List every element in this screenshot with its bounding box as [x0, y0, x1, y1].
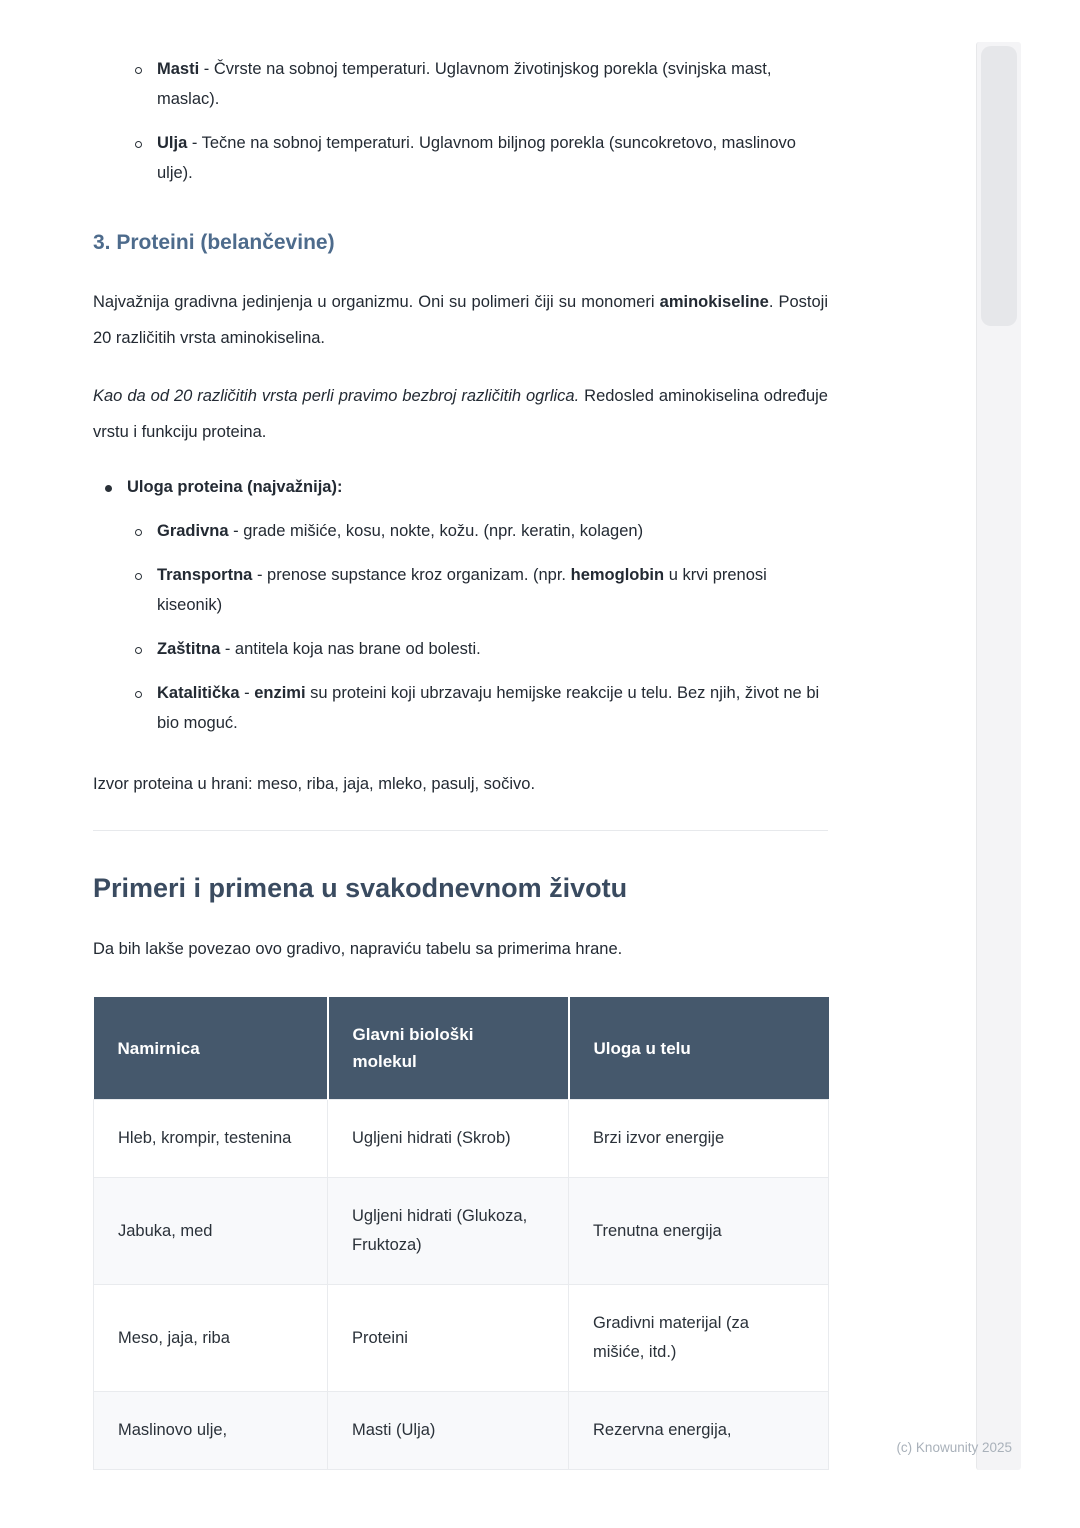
open-circle-bullet-icon — [135, 54, 157, 84]
list-item-zastitna — [93, 634, 828, 664]
text-segment: Kao da od 20 različitih vrsta perli pravimo bezbroj različitih ogrlica. — [93, 387, 580, 405]
list-item-transportna — [93, 560, 828, 620]
list-item-text — [157, 560, 828, 620]
paragraph-perle-analogija — [93, 378, 828, 450]
table-cell: Gradivni materijal (za mišiće, itd.) — [569, 1285, 829, 1392]
table-row — [94, 1392, 829, 1470]
column-header-molekul — [328, 997, 569, 1100]
column-header-label: Namirnica — [117, 1038, 200, 1058]
paragraph-aminokiseline — [93, 284, 828, 356]
text-segment: u krvi prenosi kiseonik) — [157, 566, 767, 614]
table-cell: Rezervna energija, — [569, 1392, 829, 1470]
table-cell: Brzi izvor energije — [569, 1100, 829, 1178]
text-segment: . Postoji 20 različitih vrsta aminokiselina. — [93, 293, 828, 347]
list-item-uloga-proteina — [93, 472, 828, 502]
text-segment: su proteini koji ubrzavaju hemijske reakcije u telu. Bez njih, život ne bi bio moguć. — [157, 684, 820, 732]
fats-oils-list — [93, 54, 828, 188]
list-item-kataliticka — [93, 678, 828, 738]
table-header-row — [94, 997, 829, 1100]
text-segment: Katalitička — [157, 684, 240, 702]
open-circle-bullet-icon — [135, 516, 157, 546]
text-segment: Uloga proteina (najvažnija): — [127, 478, 343, 496]
filled-bullet-icon — [105, 472, 127, 502]
column-header-label: Uloga u telu — [593, 1038, 691, 1058]
protein-roles-sublist — [93, 516, 828, 738]
text-segment: Transportna — [157, 566, 253, 584]
paragraph-tabela-uvod: Da bih lakše povezao ovo gradivo, napraviću tabelu sa primerima hrane. — [93, 940, 623, 958]
table-row — [94, 1178, 829, 1285]
table-body — [94, 1100, 829, 1470]
copyright-label: (c) Knowunity 2025 — [896, 1440, 1012, 1455]
table-cell: Jabuka, med — [94, 1178, 328, 1285]
table-cell: Trenutna energija — [569, 1178, 829, 1285]
list-item-gradivna — [93, 516, 828, 546]
list-item-text — [157, 678, 828, 738]
table-cell: Meso, jaja, riba — [94, 1285, 328, 1392]
text-segment: Masti — [157, 60, 200, 78]
document-content — [93, 54, 828, 1470]
list-item-text — [157, 128, 828, 188]
text-segment: - grade mišiće, kosu, nokte, kožu. (npr. keratin, kolagen) — [228, 522, 644, 540]
open-circle-bullet-icon — [135, 634, 157, 664]
list-item-text — [127, 472, 828, 502]
column-header-label: Glavni biološki molekul — [352, 1025, 474, 1071]
list-item-text — [157, 516, 828, 546]
text-segment: - prenose supstance kroz organizam. (npr. — [252, 566, 571, 584]
protein-roles-list — [93, 472, 828, 738]
scrollbar-thumb[interactable] — [981, 46, 1017, 326]
section-heading-proteini: 3. Proteini (belančevine) — [93, 231, 335, 254]
table-cell: Proteini — [328, 1285, 569, 1392]
food-examples-table — [93, 997, 829, 1470]
paragraph-izvor-proteina: Izvor proteina u hrani: meso, riba, jaja, mleko, pasulj, sočivo. — [93, 775, 536, 793]
column-header-uloga — [569, 997, 829, 1100]
text-segment: Redosled aminokiselina određuje vrstu i funkciju proteina. — [93, 387, 828, 441]
text-segment: Zaštitna — [157, 640, 221, 658]
text-segment: - antitela koja nas brane od bolesti. — [220, 640, 481, 658]
section-heading-primeri: Primeri i primena u svakodnevnom životu — [93, 873, 628, 903]
column-header-namirnica — [94, 997, 328, 1100]
list-item-masti — [93, 54, 828, 114]
table-cell: Hleb, krompir, testenina — [94, 1100, 328, 1178]
open-circle-bullet-icon — [135, 128, 157, 158]
table-cell: Maslinovo ulje, — [94, 1392, 328, 1470]
text-segment: enzimi — [254, 684, 306, 702]
scrollbar-track[interactable] — [976, 42, 1021, 1470]
text-segment: - — [239, 684, 255, 702]
open-circle-bullet-icon — [135, 678, 157, 708]
list-item-text — [157, 54, 828, 114]
open-circle-bullet-icon — [135, 560, 157, 590]
table-header — [94, 997, 829, 1100]
text-segment: hemoglobin — [570, 566, 665, 584]
list-item-ulja — [93, 128, 828, 188]
text-segment: Ulja — [157, 134, 188, 152]
text-segment: - Čvrste na sobnoj temperaturi. Uglavnom životinjskog porekla (svinjska mast, maslac). — [157, 60, 772, 108]
table-row — [94, 1285, 829, 1392]
table-cell: Masti (Ulja) — [328, 1392, 569, 1470]
text-segment: - Tečne na sobnoj temperaturi. Uglavnom biljnog porekla (suncokretovo, maslinovo ulje). — [157, 134, 796, 182]
text-segment: Gradivna — [157, 522, 229, 540]
list-item-text — [157, 634, 828, 664]
table-cell: Ugljeni hidrati (Glukoza, Fruktoza) — [328, 1178, 569, 1285]
text-segment: aminokiseline — [659, 293, 769, 311]
table-row — [94, 1100, 829, 1178]
section-divider — [93, 830, 828, 831]
table-cell: Ugljeni hidrati (Skrob) — [328, 1100, 569, 1178]
text-segment: Najvažnija gradivna jedinjenja u organizmu. Oni su polimeri čiji su monomeri — [93, 293, 660, 311]
